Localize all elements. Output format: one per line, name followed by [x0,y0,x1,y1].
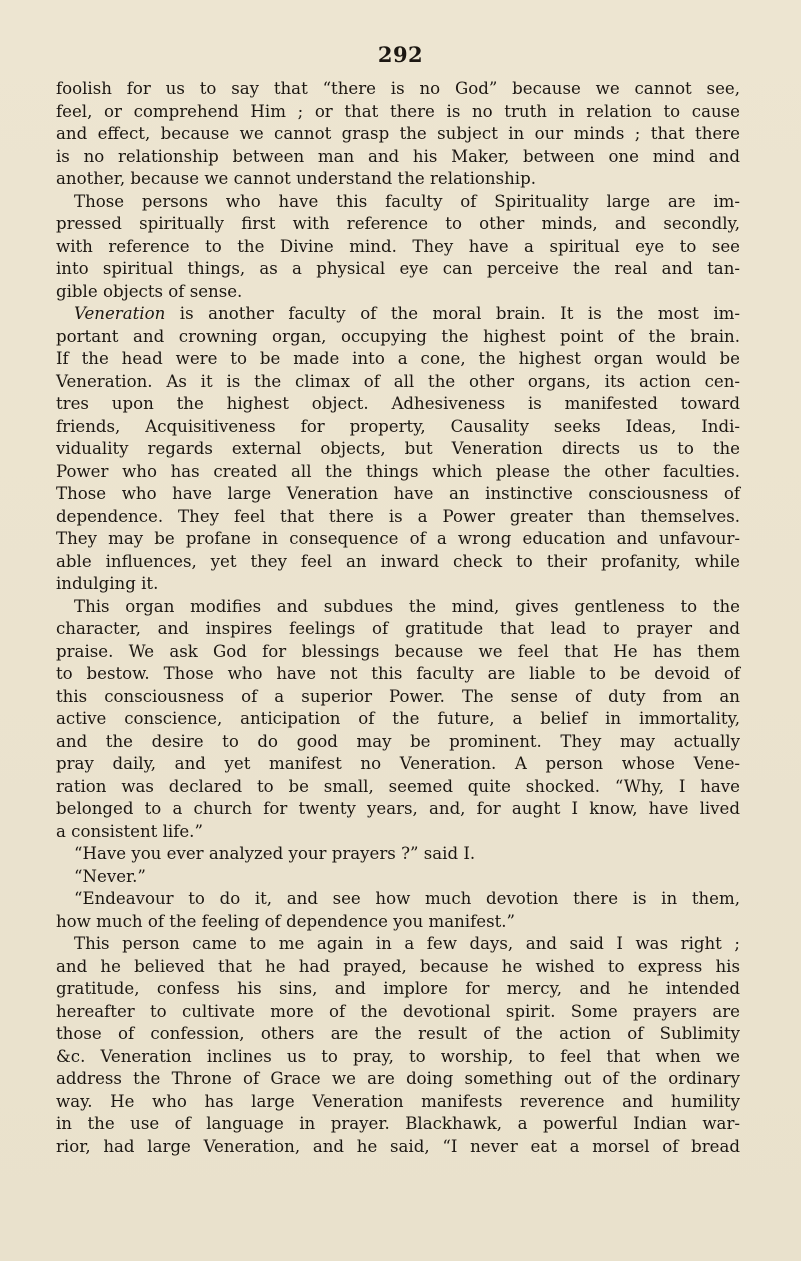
text-line: dependence. They feel that there is a Power greater than themselves. [56,506,740,526]
page-number: 292 [377,42,424,67]
text-line: “Endeavour to do it, and see how much devotion there is in them, [74,889,740,908]
text-line: ration was declared to be small, seemed quite shocked. “Why, I have [56,776,740,796]
text-line: those of confession, others are the result of the action of Sublimity [56,1024,740,1043]
text-line: &c. Veneration inclines us to pray, to worship, to feel that when we [56,1046,740,1066]
text-line: active conscience, anticipation of the future, a belief in immortality, [56,709,740,728]
text-line: rior, had large Veneration, and he said, “I never eat a morsel of bread [56,1136,740,1156]
text-line: pray daily, and yet manifest no Veneration. A person whose Vene- [56,754,740,773]
text-line: gratitude, confess his sins, and implore for mercy, and he intended [56,979,740,998]
text-line: “Have you ever analyzed your prayers ?” said I. [74,844,476,863]
text-line: If the head were to be made into a cone, the highest organ would be [56,349,740,368]
text-line: belonged to a church for twenty years, and, for aught I know, have lived [56,799,740,818]
text-line: tres upon the highest object. Adhesiveness is manifested toward [56,394,740,413]
body-text [56,78,740,1158]
text-line: with reference to the Divine mind. They have a spiritual eye to see [56,236,740,256]
text-line: This person came to me again in a few days, and said I was right ; [74,934,740,953]
text-line: portant and crowning organ, occupying the highest point of the brain. [56,326,740,346]
text-line: “Never.” [74,866,146,886]
text-line: gible objects of sense. [56,281,243,301]
text-line: in the use of language in prayer. Blackhawk, a powerful Indian war- [56,1114,740,1133]
text-line: They may be profane in consequence of a wrong education and unfavour- [56,529,740,548]
text-line: hereafter to cultivate more of the devotional spirit. Some prayers are [56,1001,740,1021]
text-line: Those who have large Veneration have an instinctive consciousness of [56,484,740,503]
text-line: Power who has created all the things which please the other faculties. [56,461,740,481]
text-line: and the desire to do good may be prominent. They may actually [56,731,740,751]
text-line: able influences, yet they feel an inward check to their profanity, while [56,551,740,571]
text-line [56,303,740,326]
text-line: a consistent life.” [56,821,203,841]
text-line: praise. We ask God for blessings because we feel that He has them [56,641,740,661]
text-line: indulging it. [56,574,159,593]
text-line: how much of the feeling of dependence you manifest.” [56,911,516,931]
text-line: way. He who has large Veneration manifests reverence and humility [56,1091,740,1111]
text-line: friends, Acquisitiveness for property, Causality seeks Ideas, Indi- [56,416,740,436]
text-line: feel, or comprehend Him ; or that there is no truth in relation to cause [56,101,740,121]
text-line: Veneration. As it is the climax of all the other organs, its action cen- [56,371,740,391]
text-line: into spiritual things, as a physical eye can perceive the real and tan- [56,259,740,278]
text-line: Those persons who have this faculty of Spirituality large are im- [74,191,740,211]
text-line-rest: is another faculty of the moral brain. It is the most im- [165,304,740,323]
text-line: pressed spiritually first with reference to other minds, and secondly, [56,214,740,233]
text-line: and effect, because we cannot grasp the subject in our minds ; that there [56,124,740,143]
text-line: foolish for us to say that “there is no God” because we cannot see, [56,79,740,98]
italic-term: Veneration [74,304,166,323]
text-line: to bestow. Those who have not this faculty are liable to be devoid of [56,664,740,683]
text-line: character, and inspires feelings of gratitude that lead to prayer and [56,619,740,638]
text-line: is no relationship between man and his Maker, between one mind and [56,146,740,166]
text-line: and he believed that he had prayed, because he wished to express his [56,956,740,976]
text-line: another, because we cannot understand the relationship. [56,169,536,188]
text-line: this consciousness of a superior Power. The sense of duty from an [56,686,740,706]
text-line: address the Throne of Grace we are doing something out of the ordinary [56,1069,740,1088]
text-line: viduality regards external objects, but Veneration directs us to the [56,439,740,458]
text-line: This organ modifies and subdues the mind, gives gentleness to the [74,596,740,616]
